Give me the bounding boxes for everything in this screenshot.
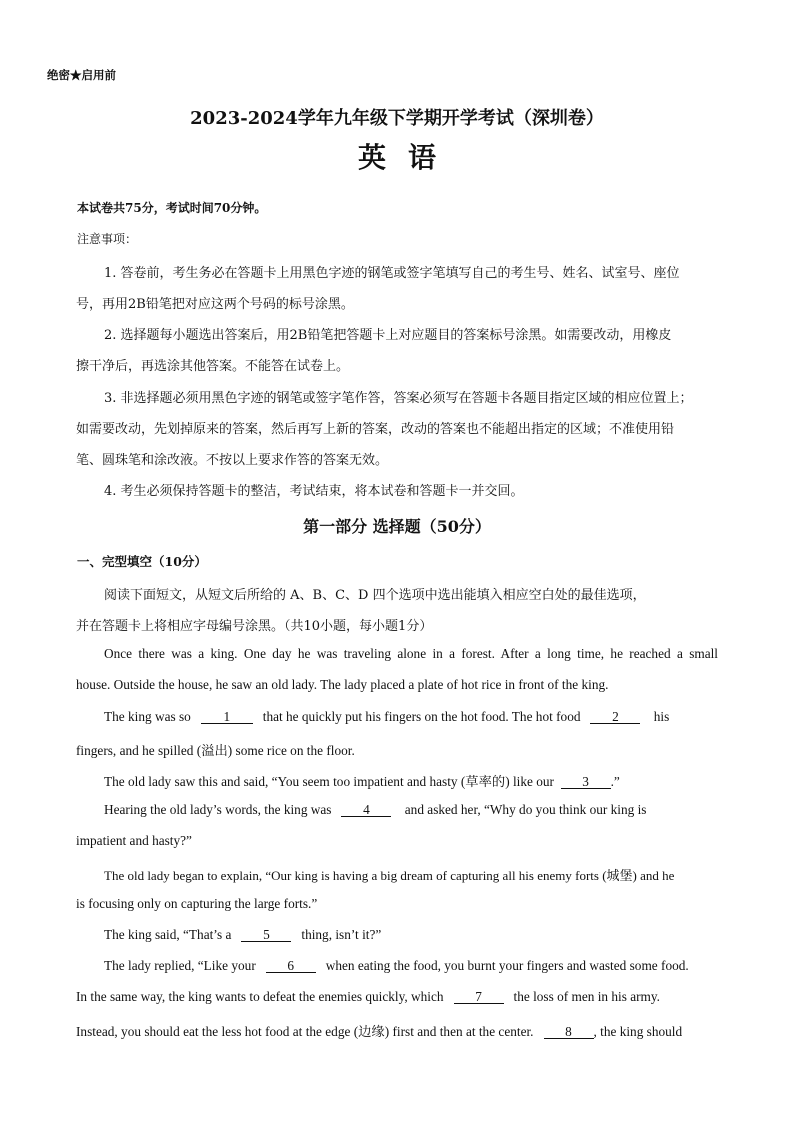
passage-p7-line-2 bbox=[76, 989, 660, 1005]
passage-p2-line-1 bbox=[104, 709, 669, 725]
blank-7: 7 bbox=[454, 990, 504, 1004]
blank-8: 8 bbox=[544, 1025, 594, 1039]
blank-6: 6 bbox=[266, 959, 316, 973]
passage-text: when eating the food, you burnt your fingers and wasted some food. bbox=[325, 958, 689, 973]
passage-p4-line-2: impatient and hasty?” bbox=[76, 833, 192, 848]
passage-text: In the same way, the king wants to defeat the enemies quickly, which bbox=[76, 989, 444, 1004]
notes-heading: 注意事项： bbox=[77, 232, 138, 246]
instruction-1-line-1: 1. 答卷前，考生务必在答题卡上用黑色字迹的钢笔或签字笔填写自己的考生号、姓名、试室号、座位 bbox=[104, 266, 680, 281]
passage-text: , the king should bbox=[593, 1024, 683, 1039]
blank-1: 1 bbox=[201, 710, 253, 724]
passage-text: Hearing the old lady’s words, the king was bbox=[104, 802, 332, 817]
blank-3: 3 bbox=[561, 775, 611, 789]
passage-text: that he quickly put his fingers on the hot food. The hot food bbox=[262, 709, 581, 724]
passage-text: .” bbox=[610, 774, 620, 789]
passage-p3-line-1 bbox=[104, 771, 620, 790]
blank-2: 2 bbox=[590, 710, 640, 724]
passage-text: The lady replied, “Like your bbox=[104, 958, 256, 973]
passage-p1-line-2: house. Outside the house, he saw an old lady. The lady placed a plate of hot rice in front of the king. bbox=[76, 677, 609, 692]
passage-p6-line-1 bbox=[104, 927, 381, 943]
passage-p4-line-1 bbox=[104, 802, 647, 818]
instruction-2-line-1: 2. 选择题每小题选出答案后，用2B铅笔把答题卡上对应题目的答案标号涂黑。如需要改动，用橡皮 bbox=[104, 328, 672, 343]
instruction-2-line-2: 擦干净后，再选涂其他答案。不能答在试卷上。 bbox=[76, 359, 350, 374]
passage-text: the loss of men in his army. bbox=[513, 989, 660, 1004]
blank-5: 5 bbox=[241, 928, 291, 942]
passage-text: The king said, “That’s a bbox=[104, 927, 232, 942]
instruction-1-line-2: 号，再用2B铅笔把对应这两个号码的标号涂黑。 bbox=[76, 297, 354, 312]
exam-title: 2023-2024学年九年级下学期开学考试（深圳卷） bbox=[190, 108, 604, 129]
score-time-note: 本试卷共75分，考试时间70分钟。 bbox=[77, 201, 267, 215]
passage-text: The king was so bbox=[104, 709, 191, 724]
passage-text: and asked her, “Why do you think our king is bbox=[404, 802, 647, 817]
passage-p5-line-2: is focusing only on capturing the large forts.” bbox=[76, 896, 318, 911]
directions-line-2: 并在答题卡上将相应字母编号涂黑。（共10小题，每小题1分） bbox=[76, 619, 433, 634]
instruction-3-line-1: 3. 非选择题必须用黑色字迹的钢笔或签字笔作答，答案必须写在答题卡各题目指定区域的相应位置上； bbox=[104, 391, 693, 406]
instruction-3-line-2: 如需要改动，先划掉原来的答案，然后再写上新的答案，改动的答案也不能超出指定的区域；不准使用铅 bbox=[76, 422, 675, 437]
instruction-4: 4. 考生必须保持答题卡的整洁，考试结束，将本试卷和答题卡一并交回。 bbox=[104, 484, 524, 499]
passage-p7-line-3 bbox=[76, 1021, 682, 1040]
instruction-3-line-3: 笔、圆珠笔和涂改液。不按以上要求作答的答案无效。 bbox=[76, 453, 389, 468]
directions-line-1: 阅读下面短文，从短文后所给的 A、B、C、D 四个选项中选出能填入相应空白处的最佳选项， bbox=[104, 588, 646, 603]
passage-p5-line-1: The old lady began to explain, “Our king is having a big dream of capturing all his enemy forts (城堡) and he bbox=[104, 868, 675, 883]
passage-text: thing, isn’t it?” bbox=[301, 927, 382, 942]
passage-text: his bbox=[653, 709, 670, 724]
passage-text: The old lady saw this and said, “You seem too impatient and hasty (草率的) like our bbox=[104, 774, 554, 789]
passage-text: Instead, you should eat the less hot food at the edge (边缘) first and then at the center. bbox=[76, 1024, 534, 1039]
passage-p2-line-2: fingers, and he spilled (溢出) some rice on the floor. bbox=[76, 743, 355, 758]
passage-p7-line-1 bbox=[104, 958, 689, 974]
subject-title: 英语 bbox=[357, 141, 458, 174]
confidential-label: 绝密★启用前 bbox=[47, 68, 116, 82]
passage-p1-line-1: Once there was a king. One day he was traveling alone in a forest. After a long time, he reached a small bbox=[104, 646, 718, 661]
part-one-heading: 第一部分 选择题（50分） bbox=[303, 517, 491, 536]
cloze-section-heading: 一、完型填空（10分） bbox=[77, 554, 207, 569]
blank-4: 4 bbox=[341, 803, 391, 817]
